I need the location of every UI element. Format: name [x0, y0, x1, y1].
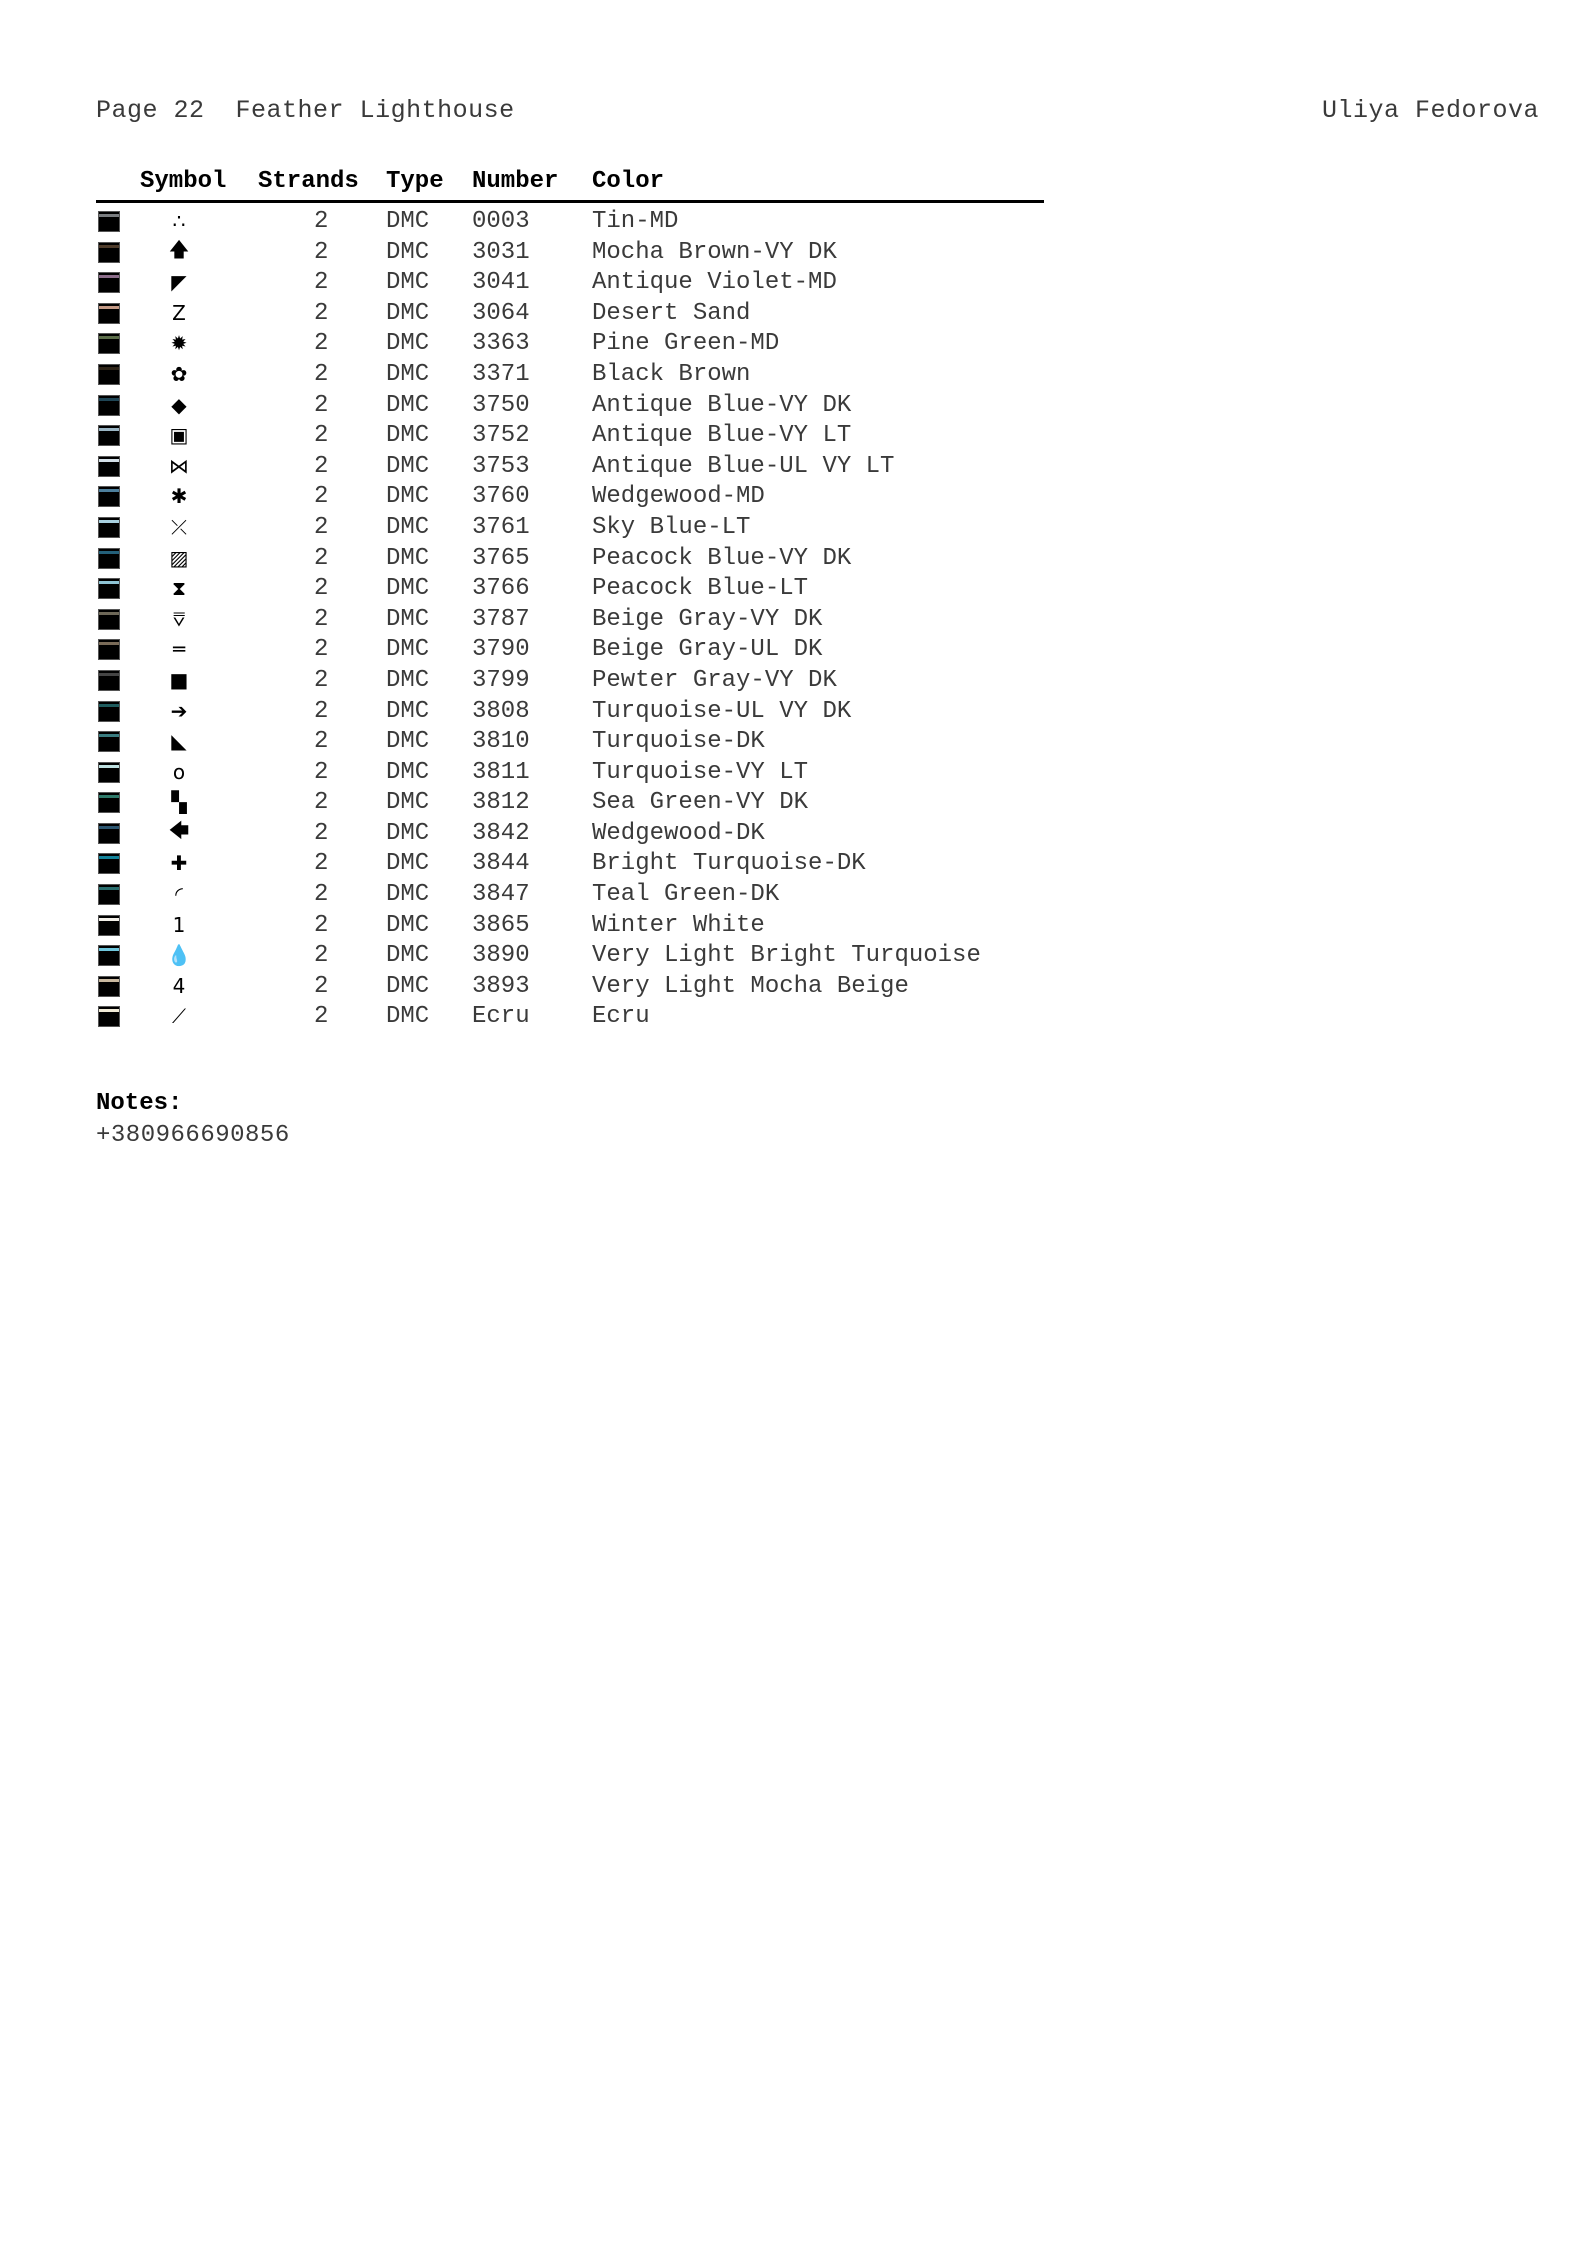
- color-swatch: [98, 333, 120, 354]
- arrow-right-icon: ➔: [170, 698, 188, 723]
- table-row: [96, 910, 1044, 941]
- header-divider: [96, 200, 1044, 203]
- hatched-square-icon: ▨: [169, 545, 189, 570]
- number-cell: 3363: [472, 330, 530, 358]
- color-name-cell: Black Brown: [592, 360, 751, 388]
- number-four-icon: 4: [172, 973, 186, 998]
- triangle-cluster-icon: ⩢: [172, 606, 186, 631]
- column-header-strands: Strands: [258, 168, 359, 195]
- color-swatch: [98, 762, 120, 783]
- strands-cell: 2: [314, 911, 329, 939]
- strands-cell: 2: [314, 1003, 329, 1031]
- number-cell: 3842: [472, 819, 530, 847]
- color-name-cell: Pewter Gray-VY DK: [592, 666, 837, 694]
- number-cell: 3799: [472, 666, 530, 694]
- type-cell: DMC: [386, 483, 430, 511]
- strands-cell: 2: [314, 942, 329, 970]
- strands-cell: 2: [314, 208, 329, 235]
- number-cell: 3766: [472, 575, 530, 603]
- strands-cell: 2: [314, 819, 329, 847]
- strands-cell: 2: [314, 544, 329, 572]
- color-swatch: [98, 853, 120, 874]
- type-cell: DMC: [386, 972, 430, 1000]
- color-name-cell: Mocha Brown-VY DK: [592, 238, 837, 266]
- type-cell: DMC: [386, 911, 430, 939]
- color-swatch: [98, 517, 120, 538]
- letter-z-icon: Z: [172, 300, 186, 325]
- color-name-cell: Very Light Bright Turquoise: [592, 942, 981, 970]
- color-swatch: [98, 425, 120, 446]
- nested-square-icon: ▣: [169, 423, 189, 448]
- number-cell: 3890: [472, 942, 530, 970]
- table-row: [96, 696, 1044, 727]
- type-cell: DMC: [386, 728, 430, 756]
- type-cell: DMC: [386, 513, 430, 541]
- type-cell: DMC: [386, 269, 430, 297]
- table-row: [96, 359, 1044, 390]
- number-cell: 3810: [472, 728, 530, 756]
- strands-cell: 2: [314, 881, 329, 909]
- color-swatch: [98, 1006, 120, 1027]
- number-cell: 3812: [472, 789, 530, 817]
- strands-cell: 2: [314, 483, 329, 511]
- color-name-cell: Antique Blue-UL VY LT: [592, 452, 895, 480]
- cross-tick-icon: ⤫: [171, 514, 187, 539]
- strands-cell: 2: [314, 299, 329, 327]
- strands-cell: 2: [314, 605, 329, 633]
- number-cell: 3765: [472, 544, 530, 572]
- strands-cell: 2: [314, 238, 329, 266]
- color-name-cell: Peacock Blue-LT: [592, 575, 809, 603]
- table-row: [96, 420, 1044, 451]
- type-cell: DMC: [386, 330, 430, 358]
- number-cell: 3750: [472, 391, 530, 419]
- number-cell: 3760: [472, 483, 530, 511]
- column-header-number: Number: [472, 168, 559, 195]
- strands-cell: 2: [314, 330, 329, 358]
- type-cell: DMC: [386, 422, 430, 450]
- column-header-color: Color: [592, 168, 665, 195]
- table-row: [96, 940, 1044, 971]
- table-row: [96, 543, 1044, 574]
- color-swatch: [98, 364, 120, 385]
- strands-cell: 2: [314, 422, 329, 450]
- color-name-cell: Antique Blue-VY LT: [592, 422, 852, 450]
- number-cell: 3041: [472, 269, 530, 297]
- color-swatch: [98, 823, 120, 844]
- column-header-type: Type: [386, 168, 444, 195]
- color-name-cell: Antique Violet-MD: [592, 269, 837, 297]
- color-name-cell: Bright Turquoise-DK: [592, 850, 866, 878]
- corner-triangle-icon: ◤: [171, 270, 187, 295]
- strands-cell: 2: [314, 666, 329, 694]
- type-cell: DMC: [386, 360, 430, 388]
- strands-cell: 2: [314, 391, 329, 419]
- color-swatch: [98, 915, 120, 936]
- strands-cell: 2: [314, 269, 329, 297]
- strands-cell: 2: [314, 758, 329, 786]
- color-name-cell: Beige Gray-UL DK: [592, 636, 823, 664]
- color-swatch: [98, 670, 120, 691]
- author-name: Uliya Fedorova: [1321, 96, 1539, 125]
- color-name-cell: Pine Green-MD: [592, 330, 780, 358]
- type-cell: DMC: [386, 1003, 430, 1031]
- hourglass-icon: ⧗: [171, 576, 187, 601]
- bowtie-icon: ⋈: [169, 453, 189, 478]
- color-name-cell: Teal Green-DK: [592, 881, 780, 909]
- color-name-cell: Turquoise-UL VY DK: [592, 697, 852, 725]
- type-cell: DMC: [386, 391, 430, 419]
- type-cell: DMC: [386, 881, 430, 909]
- table-row: [96, 634, 1044, 665]
- number-cell: 3811: [472, 758, 530, 786]
- table-row: [96, 512, 1044, 543]
- flower-icon: ✿: [170, 361, 188, 386]
- number-cell: 3865: [472, 911, 530, 939]
- notes-text: +380966690856: [96, 1122, 290, 1149]
- table-row: [96, 818, 1044, 849]
- table-row: [96, 206, 1044, 237]
- small-circle-icon: ᴏ: [172, 759, 186, 784]
- table-row: [96, 481, 1044, 512]
- color-name-cell: Sky Blue-LT: [592, 513, 751, 541]
- table-row: [96, 604, 1044, 635]
- table-row: [96, 848, 1044, 879]
- table-row: [96, 971, 1044, 1002]
- color-name-cell: Winter White: [592, 911, 765, 939]
- color-name-cell: Peacock Blue-VY DK: [592, 544, 852, 572]
- type-cell: DMC: [386, 452, 430, 480]
- type-cell: DMC: [386, 544, 430, 572]
- color-swatch: [98, 548, 120, 569]
- type-cell: DMC: [386, 697, 430, 725]
- table-row: [96, 573, 1044, 604]
- strands-cell: 2: [314, 513, 329, 541]
- color-swatch: [98, 792, 120, 813]
- table-row: [96, 726, 1044, 757]
- diamond-icon: ◆: [171, 392, 187, 417]
- color-name-cell: Ecru: [592, 1003, 650, 1031]
- color-name-cell: Tin-MD: [592, 208, 679, 235]
- color-swatch: [98, 976, 120, 997]
- strands-cell: 2: [314, 789, 329, 817]
- square-icon: ■: [169, 667, 189, 692]
- table-row: [96, 451, 1044, 482]
- type-cell: DMC: [386, 605, 430, 633]
- color-swatch: [98, 395, 120, 416]
- number-cell: 3844: [472, 850, 530, 878]
- color-name-cell: Antique Blue-VY DK: [592, 391, 852, 419]
- color-swatch: [98, 242, 120, 263]
- color-swatch: [98, 884, 120, 905]
- legend-rows: [96, 206, 1044, 1032]
- color-name-cell: Very Light Mocha Beige: [592, 972, 909, 1000]
- number-cell: 3031: [472, 238, 530, 266]
- strands-cell: 2: [314, 850, 329, 878]
- color-swatch: [98, 211, 120, 232]
- arrow-up-icon: 🡅: [168, 236, 190, 261]
- type-cell: DMC: [386, 299, 430, 327]
- pattern-title: Feather Lighthouse: [235, 96, 515, 125]
- table-row: [96, 390, 1044, 421]
- number-cell: 3847: [472, 881, 530, 909]
- number-cell: 3761: [472, 513, 530, 541]
- checker-square-icon: ▚: [171, 790, 187, 815]
- table-row: [96, 787, 1044, 818]
- table-row: [96, 665, 1044, 696]
- table-row: [96, 757, 1044, 788]
- table-row: [96, 267, 1044, 298]
- arrow-left-icon: 🡄: [168, 817, 190, 842]
- color-swatch: [98, 701, 120, 722]
- double-bar-icon: ═: [172, 637, 186, 662]
- color-name-cell: Wedgewood-DK: [592, 819, 765, 847]
- type-cell: DMC: [386, 942, 430, 970]
- color-name-cell: Wedgewood-MD: [592, 483, 765, 511]
- number-cell: 3893: [472, 972, 530, 1000]
- plus-icon: ✚: [170, 851, 188, 876]
- number-cell: 3753: [472, 452, 530, 480]
- strands-cell: 2: [314, 636, 329, 664]
- color-name-cell: Beige Gray-VY DK: [592, 605, 823, 633]
- table-row: [96, 328, 1044, 359]
- number-cell: Ecru: [472, 1003, 530, 1031]
- table-row: [96, 1001, 1044, 1032]
- number-cell: 3787: [472, 605, 530, 633]
- strands-cell: 2: [314, 575, 329, 603]
- type-cell: DMC: [386, 636, 430, 664]
- type-cell: DMC: [386, 666, 430, 694]
- strands-cell: 2: [314, 360, 329, 388]
- quarter-arc-icon: ◜: [175, 882, 183, 907]
- asterisk-icon: ✱: [170, 484, 188, 509]
- type-cell: DMC: [386, 208, 430, 235]
- number-cell: 3752: [472, 422, 530, 450]
- color-name-cell: Turquoise-VY LT: [592, 758, 809, 786]
- color-swatch: [98, 639, 120, 660]
- color-name-cell: Turquoise-DK: [592, 728, 765, 756]
- strands-cell: 2: [314, 972, 329, 1000]
- type-cell: DMC: [386, 238, 430, 266]
- slash-icon: ⟋: [172, 1004, 186, 1029]
- small-triangle-icon: ◣: [171, 729, 187, 754]
- type-cell: DMC: [386, 789, 430, 817]
- color-swatch: [98, 303, 120, 324]
- color-name-cell: Sea Green-VY DK: [592, 789, 809, 817]
- table-row: [96, 879, 1044, 910]
- number-cell: 3064: [472, 299, 530, 327]
- number-one-icon: 1: [172, 912, 186, 937]
- number-cell: 3371: [472, 360, 530, 388]
- color-swatch: [98, 272, 120, 293]
- strands-cell: 2: [314, 452, 329, 480]
- color-swatch: [98, 578, 120, 599]
- droplet-icon: 💧: [166, 943, 192, 968]
- color-swatch: [98, 945, 120, 966]
- floss-legend-table: [96, 168, 1044, 1031]
- color-name-cell: Desert Sand: [592, 299, 751, 327]
- table-row: [96, 237, 1044, 268]
- type-cell: DMC: [386, 819, 430, 847]
- type-cell: DMC: [386, 850, 430, 878]
- page-header-left: [96, 96, 515, 125]
- type-cell: DMC: [386, 758, 430, 786]
- number-cell: 3790: [472, 636, 530, 664]
- color-swatch: [98, 456, 120, 477]
- color-swatch: [98, 486, 120, 507]
- notes-label: Notes:: [96, 1090, 183, 1117]
- legend-header-row: [96, 168, 1044, 200]
- color-swatch: [98, 731, 120, 752]
- page-label: Page 22: [96, 96, 205, 125]
- three-dots-icon: ∴: [172, 209, 186, 233]
- strands-cell: 2: [314, 728, 329, 756]
- type-cell: DMC: [386, 575, 430, 603]
- strands-cell: 2: [314, 697, 329, 725]
- color-swatch: [98, 609, 120, 630]
- table-row: [96, 298, 1044, 329]
- number-cell: 0003: [472, 208, 530, 235]
- number-cell: 3808: [472, 697, 530, 725]
- column-header-symbol: Symbol: [140, 168, 227, 195]
- starburst-icon: ✹: [170, 331, 188, 356]
